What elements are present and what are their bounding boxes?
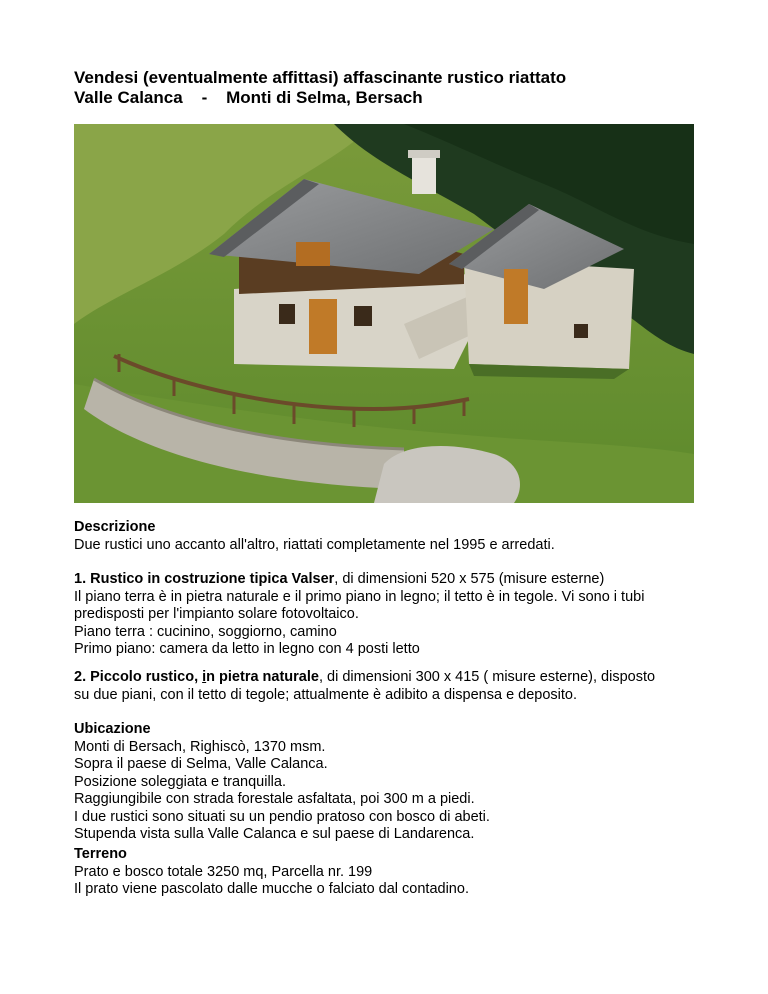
item-2-title-a: 2. Piccolo rustico,: [74, 669, 203, 685]
ubicazione-line: Monti di Bersach, Righiscò, 1370 msm.: [74, 738, 326, 755]
ubicazione-line: I due rustici sono situati su un pendio pratoso con bosco di abeti.: [74, 808, 490, 825]
descrizione-heading: Descrizione: [74, 519, 156, 535]
terreno-line: Prato e bosco totale 3250 mq, Parcella nr. 199: [74, 863, 373, 880]
ubicazione-line: Posizione soleggiata e tranquilla.: [74, 773, 286, 790]
ubicazione-line: Raggiungibile con strada forestale asfaltata, poi 300 m a piedi.: [74, 791, 475, 807]
title-line-2: Valle Calanca - Monti di Selma, Bersach: [74, 88, 423, 107]
item-1-section: [74, 571, 714, 659]
item-1-line: Il piano terra è in pietra naturale e il primo piano in legno; il tetto è in tegole. Vi sono i tubi: [74, 588, 645, 605]
item-1-first-line: [74, 571, 714, 589]
item-1-title: 1. Rustico in costruzione tipica Valser: [74, 571, 335, 587]
item-1-dimensions: , di dimensioni 520 x 575 (misure esterne): [334, 571, 605, 587]
item-2-line: su due piani, con il tetto di tegole; attualmente è adibito a dispensa e deposito.: [74, 686, 578, 703]
ubicazione-section: [74, 721, 714, 844]
item-2-section: [74, 669, 714, 704]
ubicazione-line: Stupenda vista sulla Valle Calanca e sul paese di Landarenca.: [74, 826, 475, 842]
item-2-first-line: [74, 669, 714, 687]
item-2-title-underlined: i: [202, 669, 207, 685]
descrizione-section: [74, 519, 714, 554]
item-2-title-b: n pietra naturale: [206, 669, 319, 685]
rustic-house-photo: [74, 124, 694, 503]
item-1-line: Piano terra : cucinino, soggiorno, camino: [74, 623, 337, 640]
item-1-line: predisposti per l'impianto solare fotovoltaico.: [74, 606, 359, 622]
title-line-1: Vendesi (eventualmente affittasi) affascinante rustico riattato: [74, 68, 567, 87]
terreno-section: [74, 846, 714, 899]
ubicazione-line: Sopra il paese di Selma, Valle Calanca.: [74, 756, 328, 772]
terreno-heading: Terreno: [74, 846, 127, 862]
item-2-dimensions: , di dimensioni 300 x 415 ( misure esterne), disposto: [318, 669, 656, 685]
terreno-line: Il prato viene pascolato dalle mucche o falciato dal contadino.: [74, 881, 469, 897]
ubicazione-heading: Ubicazione: [74, 721, 151, 737]
descrizione-text: Due rustici uno accanto all'altro, riattati completamente nel 1995 e arredati.: [74, 536, 555, 553]
item-1-line: Primo piano: camera da letto in legno con 4 posti letto: [74, 641, 420, 657]
